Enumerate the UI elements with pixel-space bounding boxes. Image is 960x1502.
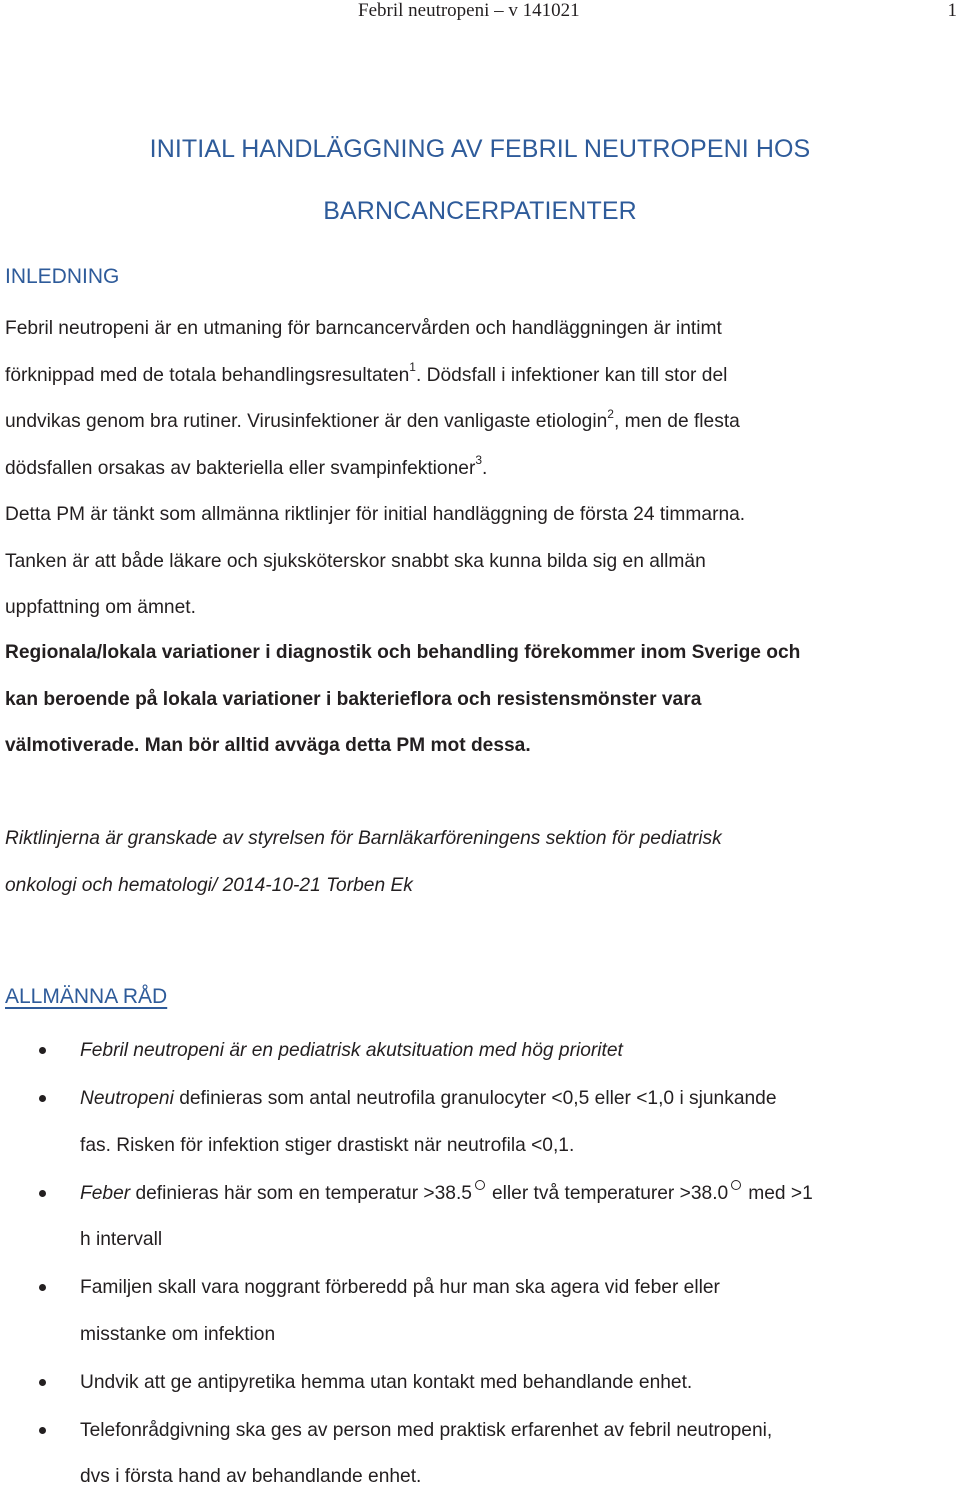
section-heading-inledning: INLEDNING [5,265,120,288]
page-title-line-2: BARNCANCERPATIENTER [323,197,637,225]
intro-line: förknippad med de totala behandlingsresultaten$^1$. Dödsfall i infektioner kan till stor del [5,360,728,386]
note-line: Regionala/lokala variationer i diagnostik och behandling förekommer inom Sverige och [5,642,801,663]
reference-3: 3 [475,453,483,468]
bullet-icon [39,1379,46,1386]
page-title [0,118,960,242]
note-line: välmotiverade. Man bör alltid avväga detta PM mot dessa. [5,735,531,756]
reference-1: 1 [409,360,416,375]
list-item: Feber definieras här som en temperatur >38.5 eller två temperaturer >38.0 med >1 h intervall [0,1171,960,1264]
degree-icon [475,1180,485,1190]
list-item: Febril neutropeni är en pediatrisk akutsituation med hög prioritet [0,1028,960,1075]
degree-icon [731,1180,741,1190]
intro-line: Febril neutropeni är en utmaning för barncancervården och handläggningen är intimt [5,318,722,339]
regional-variation-note [5,630,955,770]
note-line: kan beroende på lokala variationer i bakterieflora och resistensmönster vara [5,688,702,710]
page-number: 1 [947,0,957,21]
purpose-line: Detta PM är tänkt som allmänna riktlinjer för initial handläggning de första 24 timmarna. [5,504,746,525]
bullet-icon [39,1095,46,1102]
list-item: Undvik att ge antipyretika hemma utan kontakt med behandlande enhet. [0,1360,960,1407]
review-line: Riktlinjerna är granskade av styrelsen för Barnläkarföreningens sektion för pediatrisk [5,828,722,849]
page-title-line-1: INITIAL HANDLÄGGNING AV FEBRIL NEUTROPENI HOS [149,135,811,163]
running-header [0,0,960,24]
intro-line: undvikas genom bra rutiner. Virusinfektioner är den vanligaste etiologin$^2$, men de flesta [5,406,740,432]
purpose-line: Tanken är att både läkare och sjuksköterskor snabbt ska kunna bilda sig en allmän [5,550,706,572]
reference-2: 2 [607,406,614,421]
advice-list [0,1028,960,1502]
review-line: onkologi och hematologi/ 2014-10-21 Torben Ek [5,874,413,896]
intro-line: dödsfallen orsakas av bakteriella eller svampinfektioner$^3$. [5,453,488,479]
bullet-icon [39,1190,46,1197]
bullet-icon [39,1047,46,1054]
section-heading-allmanna-rad: ALLMÄNNA RÅD [5,985,168,1008]
running-title: Febril neutropeni – v 141021 [358,0,580,21]
list-item: Familjen skall vara noggrant förberedd på hur man ska agera vid feber eller misstanke om infektion [0,1265,960,1358]
list-item: Neutropeni definieras som antal neutrofila granulocyter <0,5 eller <1,0 i sjunkande fas. Risken för infektion stiger drastiskt när neutrofila <0,1. [0,1076,960,1169]
purpose-line: uppfattning om ämnet. [5,597,196,618]
bullet-icon [39,1427,46,1434]
list-item: Telefonrådgivning ska ges av person med praktisk erfarenhet av febril neutropeni, dvs i första hand av behandlande enhet. [0,1408,960,1501]
intro-paragraph [5,306,955,632]
bullet-icon [39,1284,46,1291]
review-statement [5,816,955,909]
